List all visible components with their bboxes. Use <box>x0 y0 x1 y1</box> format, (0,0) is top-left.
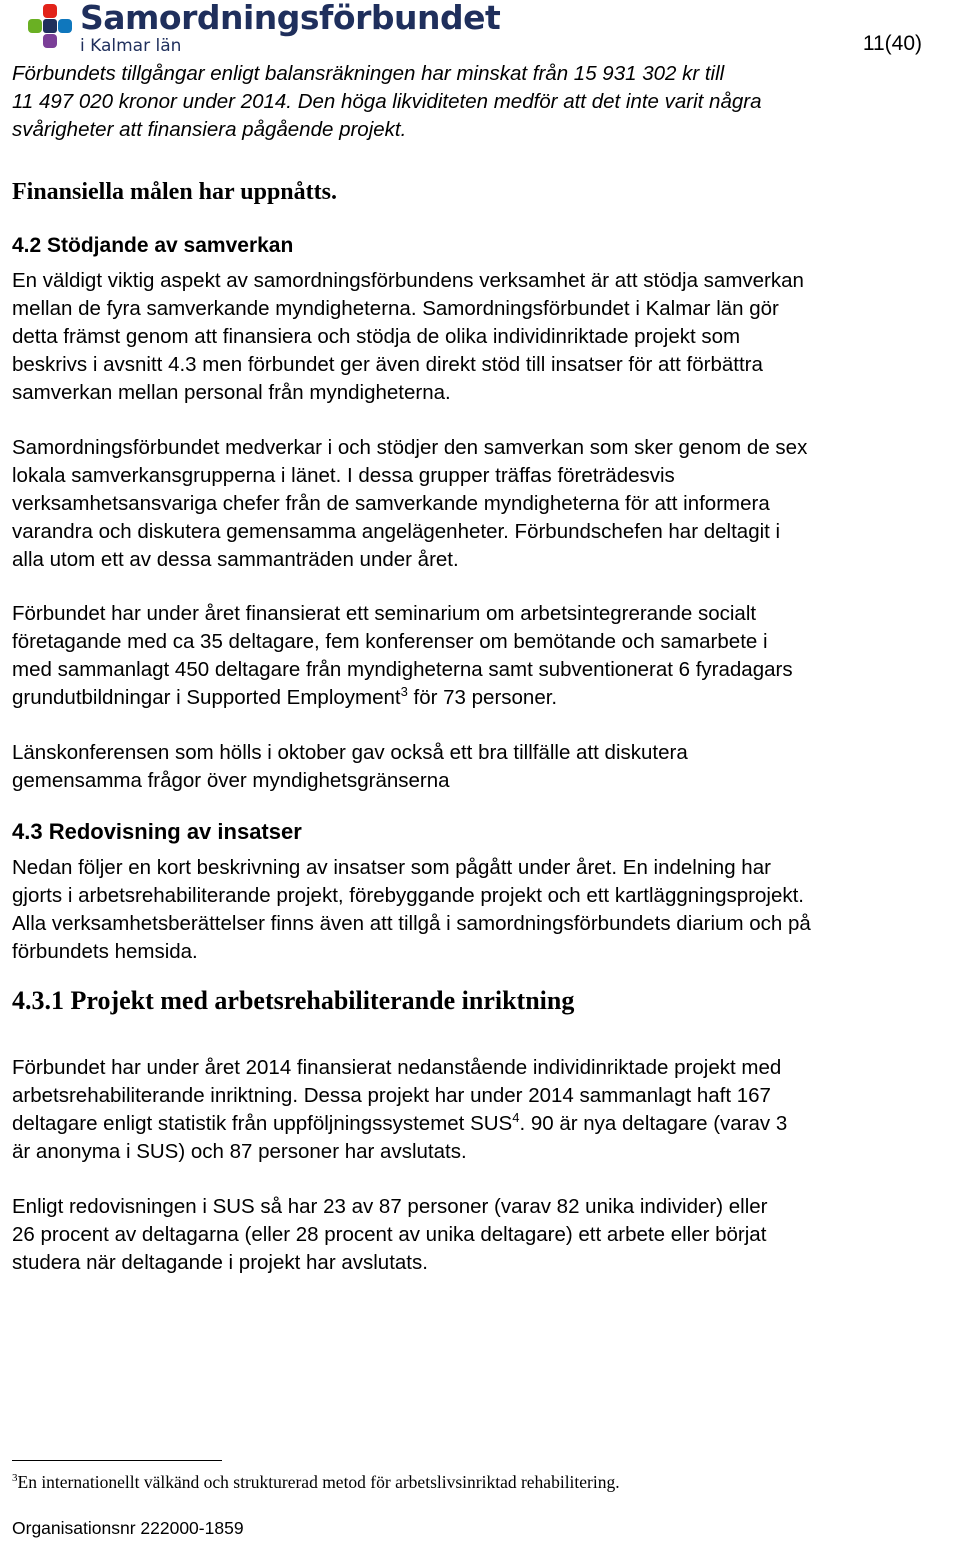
intro-line-3: svårigheter att finansiera pågående projekt. <box>12 118 407 141</box>
paragraph-line: alla utom ett av dessa sammanträden under året. <box>12 548 459 571</box>
footnote <box>12 1472 620 1493</box>
footnote-ref: 3 <box>400 684 408 699</box>
paragraph-text: för 73 personer. <box>407 686 558 709</box>
paragraph-line: förbundets hemsida. <box>12 940 198 963</box>
footnote-ref: 4 <box>512 1110 520 1125</box>
footnote-text: En internationellt välkänd och strukturerad metod för arbetslivsinriktad rehabilitering. <box>17 1472 620 1492</box>
paragraph-line: samverkan mellan personal från myndigheterna. <box>12 381 451 404</box>
paragraph-line: är anonyma i SUS) och 87 personer har avslutats. <box>12 1140 467 1163</box>
paragraph-line-with-footnote <box>12 684 952 712</box>
paragraph-line: 26 procent av deltagarna (eller 28 procent av unika deltagare) ett arbete eller börjat <box>12 1223 767 1246</box>
paragraph-line: studera när deltagande i projekt har avslutats. <box>12 1251 428 1274</box>
financial-goals-statement: Finansiella målen har uppnåtts. <box>12 179 337 205</box>
paragraph-line: med sammanlagt 450 deltagare från myndigheterna samt subventionerat 6 fyradagars <box>12 658 793 681</box>
paragraph-line: Förbundet har under året finansierat ett seminarium om arbetsintegrerande socialt <box>12 602 757 625</box>
paragraph-text: grundutbildningar i Supported Employment <box>12 686 401 709</box>
paragraph-line: gjorts i arbetsrehabiliterande projekt, förebyggande projekt och ett kartläggningsprojekt. <box>12 884 804 907</box>
paragraph-line: Alla verksamhetsberättelser finns även att tillgå i samordningsförbundets diarium och på <box>12 912 811 935</box>
intro-line-2: 11 497 020 kronor under 2014. Den höga likviditeten medför att det inte varit några <box>12 90 762 113</box>
page-number: 11(40) <box>862 32 922 55</box>
paragraph-line: arbetsrehabiliterande inriktning. Dessa projekt har under 2014 sammanlagt haft 167 <box>12 1084 771 1107</box>
paragraph-line: företagande med ca 35 deltagare, fem konferenser om bemötande och samarbete i <box>12 630 768 653</box>
paragraph-line: En väldigt viktig aspekt av samordningsförbundens verksamhet är att stödja samverkan <box>12 269 804 292</box>
footer-org-number: Organisationsnr 222000-1859 <box>12 1518 244 1538</box>
paragraph-line: varandra och diskutera gemensamma angelägenheter. Förbundschefen har deltagit i <box>12 520 781 543</box>
paragraph-line: Länskonferensen som hölls i oktober gav också ett bra tillfälle att diskutera <box>12 741 688 764</box>
logo-subtitle: i Kalmar län <box>80 36 182 56</box>
section-heading-4-2: 4.2 Stödjande av samverkan <box>12 234 294 257</box>
paragraph-text: deltagare enligt statistik från uppföljningssystemet SUS <box>12 1112 513 1135</box>
section-heading-4-3: 4.3 Redovisning av insatser <box>12 819 302 844</box>
paragraph-line: Samordningsförbundet medverkar i och stödjer den samverkan som sker genom de sex <box>12 436 808 459</box>
logo-cross-icon <box>28 4 72 48</box>
paragraph-line: detta främst genom att finansiera och stödja de olika individinriktade projekt som <box>12 325 741 348</box>
paragraph-line: Förbundet har under året 2014 finansierat nedanstående individinriktade projekt med <box>12 1056 782 1079</box>
footnote-marker: 3 <box>12 1472 18 1484</box>
paragraph-line: beskrivs i avsnitt 4.3 men förbundet ger även direkt stöd till insatser för att förbättra <box>12 353 763 376</box>
paragraph-line: mellan de fyra samverkande myndigheterna. Samordningsförbundet i Kalmar län gör <box>12 297 779 320</box>
paragraph-text: . 90 är nya deltagare (varav 3 <box>519 1112 788 1135</box>
footnote-separator <box>12 1460 222 1461</box>
paragraph-line: lokala samverkansgrupperna i länet. I dessa grupper träffas företrädesvis <box>12 464 675 487</box>
paragraph-line-with-footnote <box>12 1110 952 1138</box>
paragraph-line: Enligt redovisningen i SUS så har 23 av 87 personer (varav 82 unika individer) eller <box>12 1195 768 1218</box>
logo-title: Samordningsförbundet <box>80 0 501 37</box>
paragraph-line: Nedan följer en kort beskrivning av insatser som pågått under året. En indelning har <box>12 856 771 879</box>
section-heading-4-3-1: 4.3.1 Projekt med arbetsrehabiliterande inriktning <box>12 986 575 1015</box>
intro-line-1: Förbundets tillgångar enligt balansräkningen har minskat från 15 931 302 kr till <box>12 62 725 85</box>
paragraph-line: verksamhetsansvariga chefer från de samverkande myndigheterna för att informera <box>12 492 770 515</box>
paragraph-line: gemensamma frågor över myndighetsgränserna <box>12 769 450 792</box>
logo <box>20 0 501 56</box>
